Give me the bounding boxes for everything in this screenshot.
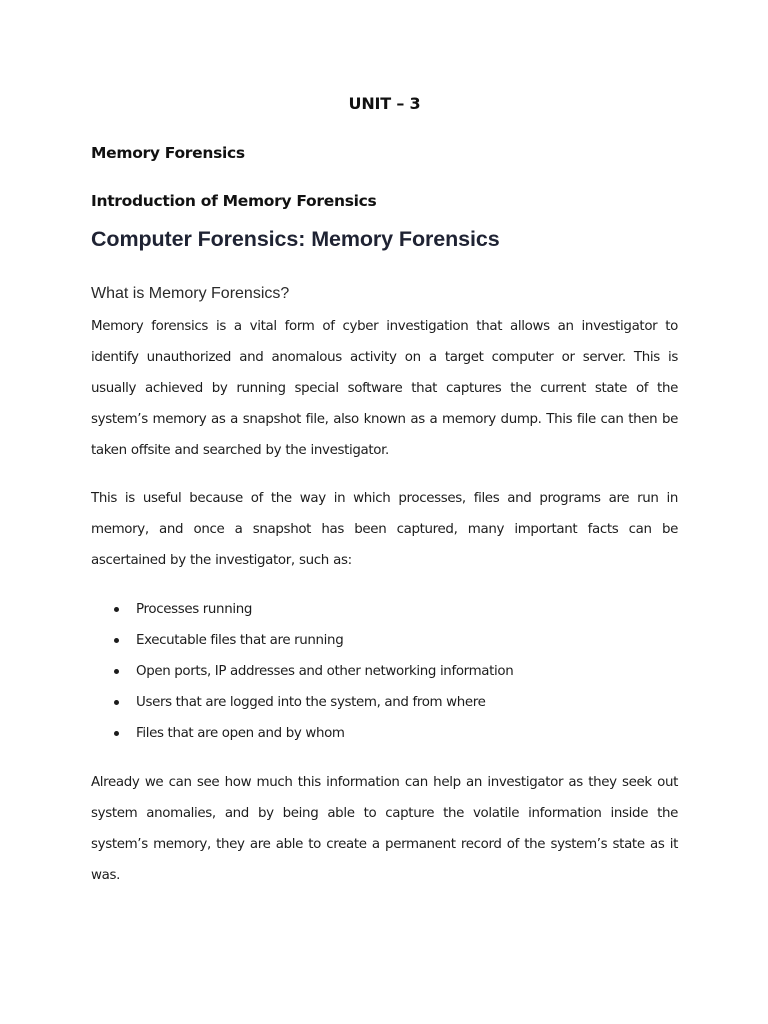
list-item-text: Open ports, IP addresses and other networking information [136, 664, 514, 679]
bullet-icon [114, 607, 119, 612]
list-item-text: Processes running [136, 602, 252, 617]
unit-title: UNIT – 3 [348, 94, 421, 113]
facts-list [91, 594, 678, 749]
paragraph-intro: Memory forensics is a vital form of cyber investigation that allows an investigator to identify unauthorized and anomalous activity on a target computer or server. This is usually achieved by running special software that captures the current state of the system’s memory as a snapshot file, also known as a memory dump. This file can then be taken offsite and searched by the investigator. [91, 319, 678, 458]
heading-introduction: Introduction of Memory Forensics [91, 192, 377, 210]
list-item [91, 656, 678, 687]
list-item [91, 687, 678, 718]
heading-memory-forensics: Memory Forensics [91, 144, 245, 162]
paragraph-usefulness: This is useful because of the way in which processes, files and programs are run in memory, and once a snapshot has been captured, many important facts can be ascertained by the investigator, such as: [91, 491, 678, 568]
list-item [91, 594, 678, 625]
list-item-text: Users that are logged into the system, and from where [136, 695, 486, 710]
list-item-text: Executable files that are running [136, 633, 344, 648]
paragraph-conclusion: Already we can see how much this information can help an investigator as they seek out system anomalies, and by being able to capture the volatile information inside the system’s memory, they are able to create a permanent record of the system’s state as it was. [91, 775, 678, 883]
bullet-icon [114, 700, 119, 705]
section-heading: What is Memory Forensics? [91, 285, 290, 302]
page-title: Computer Forensics: Memory Forensics [91, 227, 500, 251]
bullet-icon [114, 669, 119, 674]
list-item [91, 625, 678, 656]
list-item [91, 718, 678, 749]
bullet-icon [114, 638, 119, 643]
list-item-text: Files that are open and by whom [136, 726, 345, 741]
bullet-icon [114, 731, 119, 736]
